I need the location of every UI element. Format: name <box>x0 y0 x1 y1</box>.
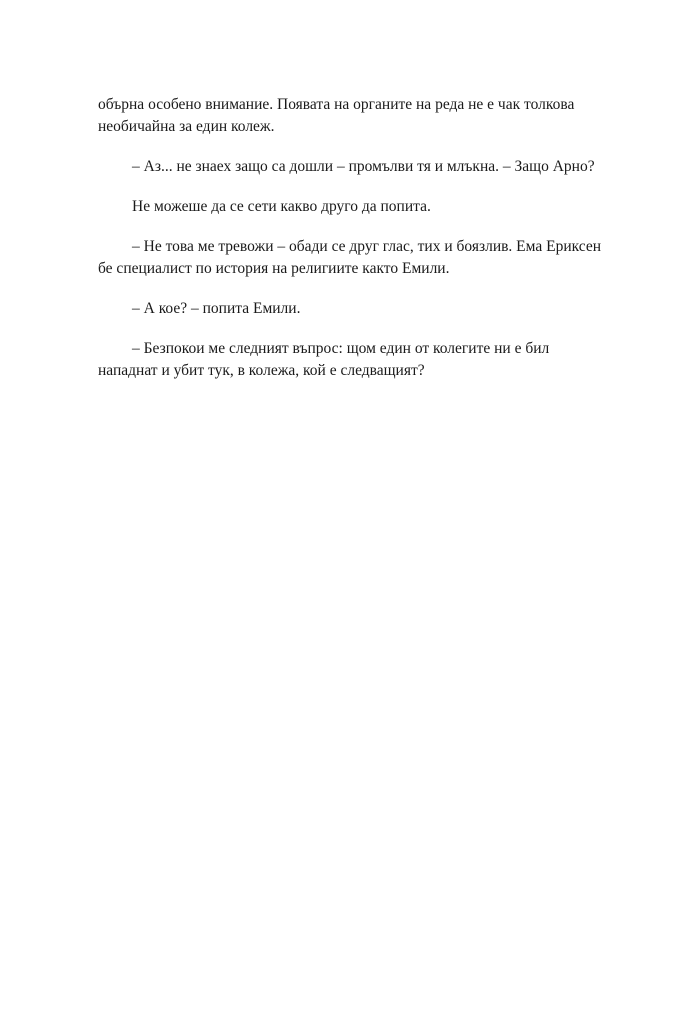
paragraph: – А кое? – попита Емили. <box>132 300 301 317</box>
paragraph: – Аз... не знаех защо са дошли – промълви тя и млъкна. – Защо Арно? <box>132 158 595 175</box>
body-text <box>98 94 603 400</box>
paragraph: обърна особено внимание. Появата на органите на реда не е чак толкова необичайна за един колеж. <box>98 96 575 135</box>
paragraph: – Не това ме тревожи – обади се друг глас, тих и боязлив. Ема Ериксен бе специалист по история на религиите както Емили. <box>98 238 602 277</box>
paragraph: – Безпокои ме следният въпрос: щом един от колегите ни е бил нападнат и убит тук, в колежа, кой е следващият? <box>98 340 550 379</box>
paragraph: Не можеше да се сети какво друго да попита. <box>132 198 431 215</box>
